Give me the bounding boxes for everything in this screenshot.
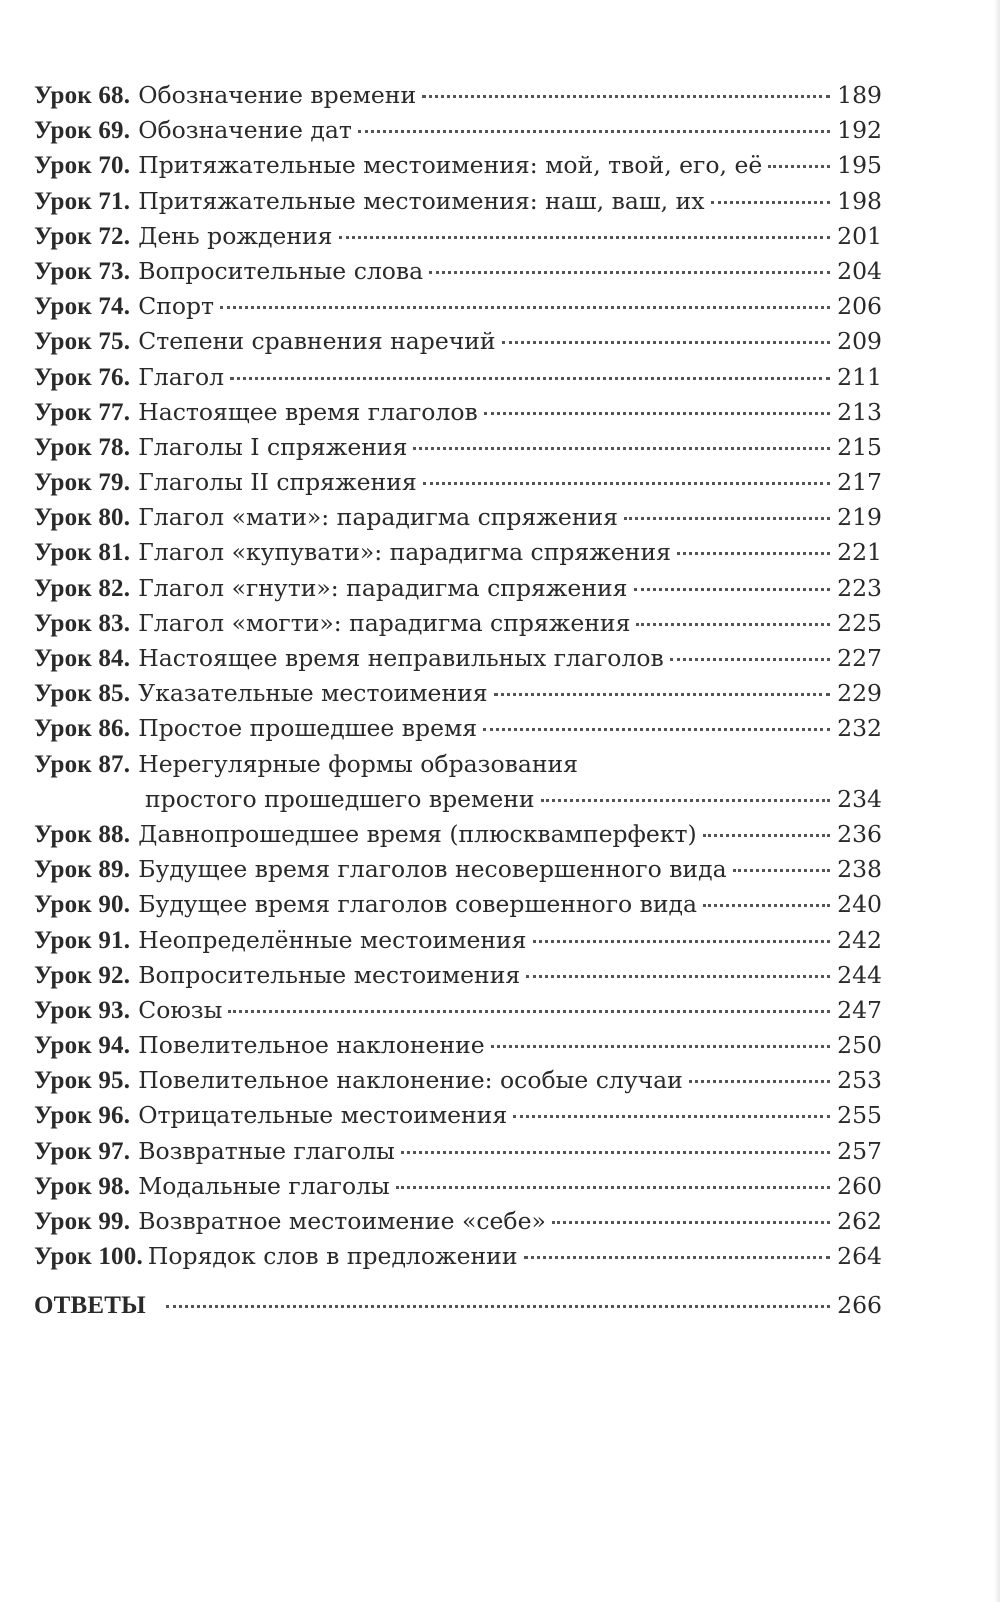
lesson-label: Урок 99.	[34, 1208, 131, 1235]
lesson-title: Настоящее время неправильных глаголов	[138, 644, 664, 672]
page-number: 204	[837, 256, 882, 285]
lesson-label: Урок 74.	[34, 293, 131, 321]
lesson-label: Урок 78.	[34, 433, 131, 461]
page-number: 201	[837, 221, 882, 250]
lesson-title: Будущее время глаголов несовершенного вида	[138, 855, 727, 884]
toc-entry-lesson-92[interactable]	[34, 958, 882, 993]
dot-leader	[624, 517, 830, 520]
toc-entry-lesson-83[interactable]	[34, 606, 882, 641]
dot-leader	[541, 799, 830, 802]
toc-entry-lesson-72[interactable]	[34, 219, 882, 254]
lesson-title: Обозначение дат	[138, 116, 352, 145]
lesson-label: Урок 75.	[34, 328, 131, 356]
lesson-label: Урок 92.	[34, 961, 131, 989]
lesson-title: Неопределённые местоимения	[138, 925, 527, 954]
dot-leader	[494, 693, 830, 696]
dot-leader	[429, 271, 830, 274]
page-number: 213	[837, 397, 882, 426]
toc-entry-lesson-78[interactable]	[34, 430, 882, 465]
dot-leader	[220, 306, 830, 309]
page-number: 262	[837, 1207, 882, 1235]
lesson-label: Урок 95.	[34, 1067, 131, 1095]
lesson-title: Глагол «гнути»: парадигма спряжения	[138, 573, 628, 602]
lesson-label: Урок 73.	[34, 257, 131, 285]
page-number: 189	[837, 81, 882, 109]
lesson-title: Повелительное наклонение: особые случаи	[138, 1066, 683, 1095]
lesson-title: Порядок слов в предложении	[147, 1242, 518, 1271]
lesson-title: Вопросительные местоимения	[138, 960, 521, 989]
lesson-title: Глагол «мати»: парадигма спряжения	[138, 503, 618, 532]
page-number: 238	[837, 855, 882, 884]
toc-entry-lesson-69[interactable]	[34, 113, 882, 148]
dot-leader	[552, 1221, 830, 1224]
dot-leader	[634, 588, 831, 591]
dot-leader	[422, 95, 830, 98]
lesson-title-continuation: простого прошедшего времени	[145, 784, 535, 813]
page-number: 227	[837, 644, 882, 672]
lesson-label: Урок 88.	[34, 820, 131, 848]
lesson-label: Урок 72.	[34, 222, 131, 250]
lesson-label: Урок 97.	[34, 1137, 131, 1165]
dot-leader	[677, 552, 830, 555]
toc-entry-lesson-94[interactable]	[34, 1028, 882, 1063]
toc-entry-lesson-99[interactable]	[34, 1204, 882, 1239]
dot-leader	[703, 834, 830, 837]
toc-entry-lesson-81[interactable]	[34, 535, 882, 570]
dot-leader	[358, 130, 830, 133]
page-number: 236	[837, 819, 882, 848]
lesson-title: Модальные глаголы	[138, 1171, 390, 1200]
toc-entry-lesson-91[interactable]	[34, 923, 882, 958]
dot-leader	[513, 1115, 830, 1118]
lesson-label: Урок 98.	[34, 1172, 131, 1200]
lesson-title: Возвратные глаголы	[138, 1136, 395, 1165]
lesson-title: Возвратное местоимение «себе»	[138, 1207, 546, 1235]
toc-entry-answers[interactable]	[34, 1288, 882, 1323]
toc-entry-lesson-73[interactable]	[34, 254, 882, 289]
lesson-title: Глагол «купувати»: парадигма спряжения	[138, 538, 671, 567]
lesson-label: Урок 86.	[34, 715, 131, 743]
lesson-title: День рождения	[138, 221, 333, 250]
toc-entry-lesson-75[interactable]	[34, 324, 882, 359]
dot-leader	[524, 1256, 830, 1259]
lesson-label: Урок 76.	[34, 363, 131, 391]
answers-label: ОТВЕТЫ	[34, 1292, 146, 1320]
page-number: 242	[837, 925, 882, 954]
dot-leader	[491, 1045, 830, 1048]
toc-entry-lesson-84[interactable]	[34, 641, 882, 676]
lesson-label: Урок 68.	[34, 82, 131, 109]
page-number: 192	[837, 116, 882, 145]
dot-leader	[711, 201, 830, 204]
lesson-label: Урок 100.	[34, 1243, 143, 1271]
page-number: 195	[837, 151, 882, 180]
toc-entry-lesson-68[interactable]	[34, 78, 882, 113]
lesson-title: Притяжательные местоимения: наш, ваш, их	[138, 186, 705, 215]
toc-entry-lesson-98[interactable]	[34, 1169, 882, 1204]
dot-leader	[230, 377, 830, 380]
dot-leader	[636, 623, 830, 626]
page-number: 215	[837, 432, 882, 461]
toc-entry-lesson-85[interactable]	[34, 676, 882, 711]
page-number: 253	[837, 1066, 882, 1095]
dot-leader	[533, 940, 831, 943]
toc-entry-lesson-97[interactable]	[34, 1134, 882, 1169]
page-number: 244	[837, 960, 882, 989]
page-number: 229	[837, 679, 882, 708]
page-number: 250	[837, 1031, 882, 1060]
dot-leader	[483, 728, 830, 731]
lesson-label: Урок 89.	[34, 856, 131, 884]
page-number: 240	[837, 890, 882, 919]
lesson-label: Урок 69.	[34, 117, 131, 145]
toc-entry-lesson-88[interactable]	[34, 817, 882, 852]
dot-leader	[423, 482, 830, 485]
toc-entry-lesson-79[interactable]	[34, 465, 882, 500]
lesson-label: Урок 83.	[34, 609, 131, 637]
page-number: 206	[837, 292, 882, 321]
lesson-title: Нерегулярные формы образования	[138, 749, 578, 778]
page-number: 234	[837, 784, 882, 813]
lesson-label: Урок 93.	[34, 996, 131, 1024]
lesson-title: Глаголы II спряжения	[138, 468, 417, 497]
dot-leader	[502, 341, 830, 344]
page-number: 232	[837, 714, 882, 743]
dot-leader	[339, 236, 831, 239]
page-number: 266	[837, 1291, 882, 1320]
dot-leader	[689, 1080, 830, 1083]
page-number: 221	[837, 538, 882, 567]
page-number: 264	[837, 1242, 882, 1271]
toc-entry-lesson-96[interactable]	[34, 1098, 882, 1133]
lesson-label: Урок 84.	[34, 645, 131, 672]
lesson-title: Притяжательные местоимения: мой, твой, его, её	[138, 151, 763, 180]
toc-entry-lesson-71[interactable]	[34, 184, 882, 219]
page-number: 217	[837, 468, 882, 497]
lesson-title: Обозначение времени	[138, 81, 417, 109]
toc-entry-lesson-70[interactable]	[34, 148, 882, 183]
lesson-label: Урок 85.	[34, 680, 131, 708]
dot-leader	[703, 904, 830, 907]
dot-leader	[166, 1305, 830, 1308]
toc-entry-lesson-87[interactable]	[34, 747, 882, 782]
page-number: 225	[837, 608, 882, 637]
dot-leader	[396, 1186, 830, 1189]
page-number: 219	[837, 503, 882, 532]
lesson-label: Урок 90.	[34, 891, 131, 919]
toc-entry-lesson-77[interactable]	[34, 395, 882, 430]
lesson-title: Повелительное наклонение	[138, 1031, 485, 1060]
lesson-label: Урок 96.	[34, 1102, 131, 1130]
lesson-label: Урок 87.	[34, 750, 131, 778]
lesson-label: Урок 81.	[34, 539, 131, 567]
toc-entry-lesson-90[interactable]	[34, 887, 882, 922]
dot-leader	[768, 165, 830, 168]
page-edge-shadow	[994, 0, 1000, 1602]
lesson-title: Глаголы I спряжения	[138, 432, 408, 461]
lesson-title: Давнопрошедшее время (плюсквамперфект)	[138, 819, 697, 848]
lesson-label: Урок 82.	[34, 574, 131, 602]
lesson-label: Урок 91.	[34, 926, 131, 954]
toc-entry-lesson-76[interactable]	[34, 360, 882, 395]
lesson-title: Союзы	[138, 995, 223, 1024]
toc-entry-lesson-95[interactable]	[34, 1063, 882, 1098]
lesson-title: Простое прошедшее время	[138, 714, 478, 743]
page-number: 211	[837, 362, 882, 391]
toc-entry-lesson-89[interactable]	[34, 852, 882, 887]
page-number: 255	[837, 1101, 882, 1130]
table-of-contents	[34, 78, 882, 1324]
lesson-title: Отрицательные местоимения	[138, 1101, 508, 1130]
dot-leader	[670, 658, 830, 661]
toc-entry-lesson-93[interactable]	[34, 993, 882, 1028]
dot-leader	[733, 869, 830, 872]
dot-leader	[526, 975, 830, 978]
lesson-label: Урок 94.	[34, 1032, 131, 1060]
toc-entry-lesson-74[interactable]	[34, 289, 882, 324]
lesson-label: Урок 71.	[34, 187, 131, 215]
toc-entry-lesson-86[interactable]	[34, 711, 882, 746]
lesson-title: Указательные местоимения	[138, 679, 488, 708]
page-number: 247	[837, 995, 882, 1024]
lesson-title: Настоящее время глаголов	[138, 397, 478, 426]
lesson-title: Глагол «могти»: парадигма спряжения	[138, 608, 631, 637]
lesson-label: Урок 80.	[34, 504, 131, 532]
toc-entry-lesson-82[interactable]	[34, 571, 882, 606]
toc-entry-lesson-87-continuation[interactable]	[34, 782, 882, 817]
lesson-label: Урок 77.	[34, 398, 131, 426]
dot-leader	[228, 1010, 830, 1013]
page-number: 209	[837, 327, 882, 356]
dot-leader	[484, 412, 830, 415]
lesson-title: Глагол	[138, 362, 225, 391]
dot-leader	[413, 447, 830, 450]
page-number: 260	[837, 1171, 882, 1200]
lesson-title: Степени сравнения наречий	[138, 327, 496, 356]
lesson-label: Урок 70.	[34, 152, 131, 180]
toc-entry-lesson-100[interactable]	[34, 1239, 882, 1274]
page-number: 223	[837, 573, 882, 602]
page-number: 257	[837, 1136, 882, 1165]
lesson-title: Спорт	[138, 292, 215, 321]
dot-leader	[401, 1151, 830, 1154]
page-number: 198	[837, 186, 882, 215]
lesson-label: Урок 79.	[34, 469, 131, 497]
lesson-title: Будущее время глаголов совершенного вида	[138, 890, 698, 919]
lesson-title: Вопросительные слова	[138, 256, 424, 285]
toc-entry-lesson-80[interactable]	[34, 500, 882, 535]
